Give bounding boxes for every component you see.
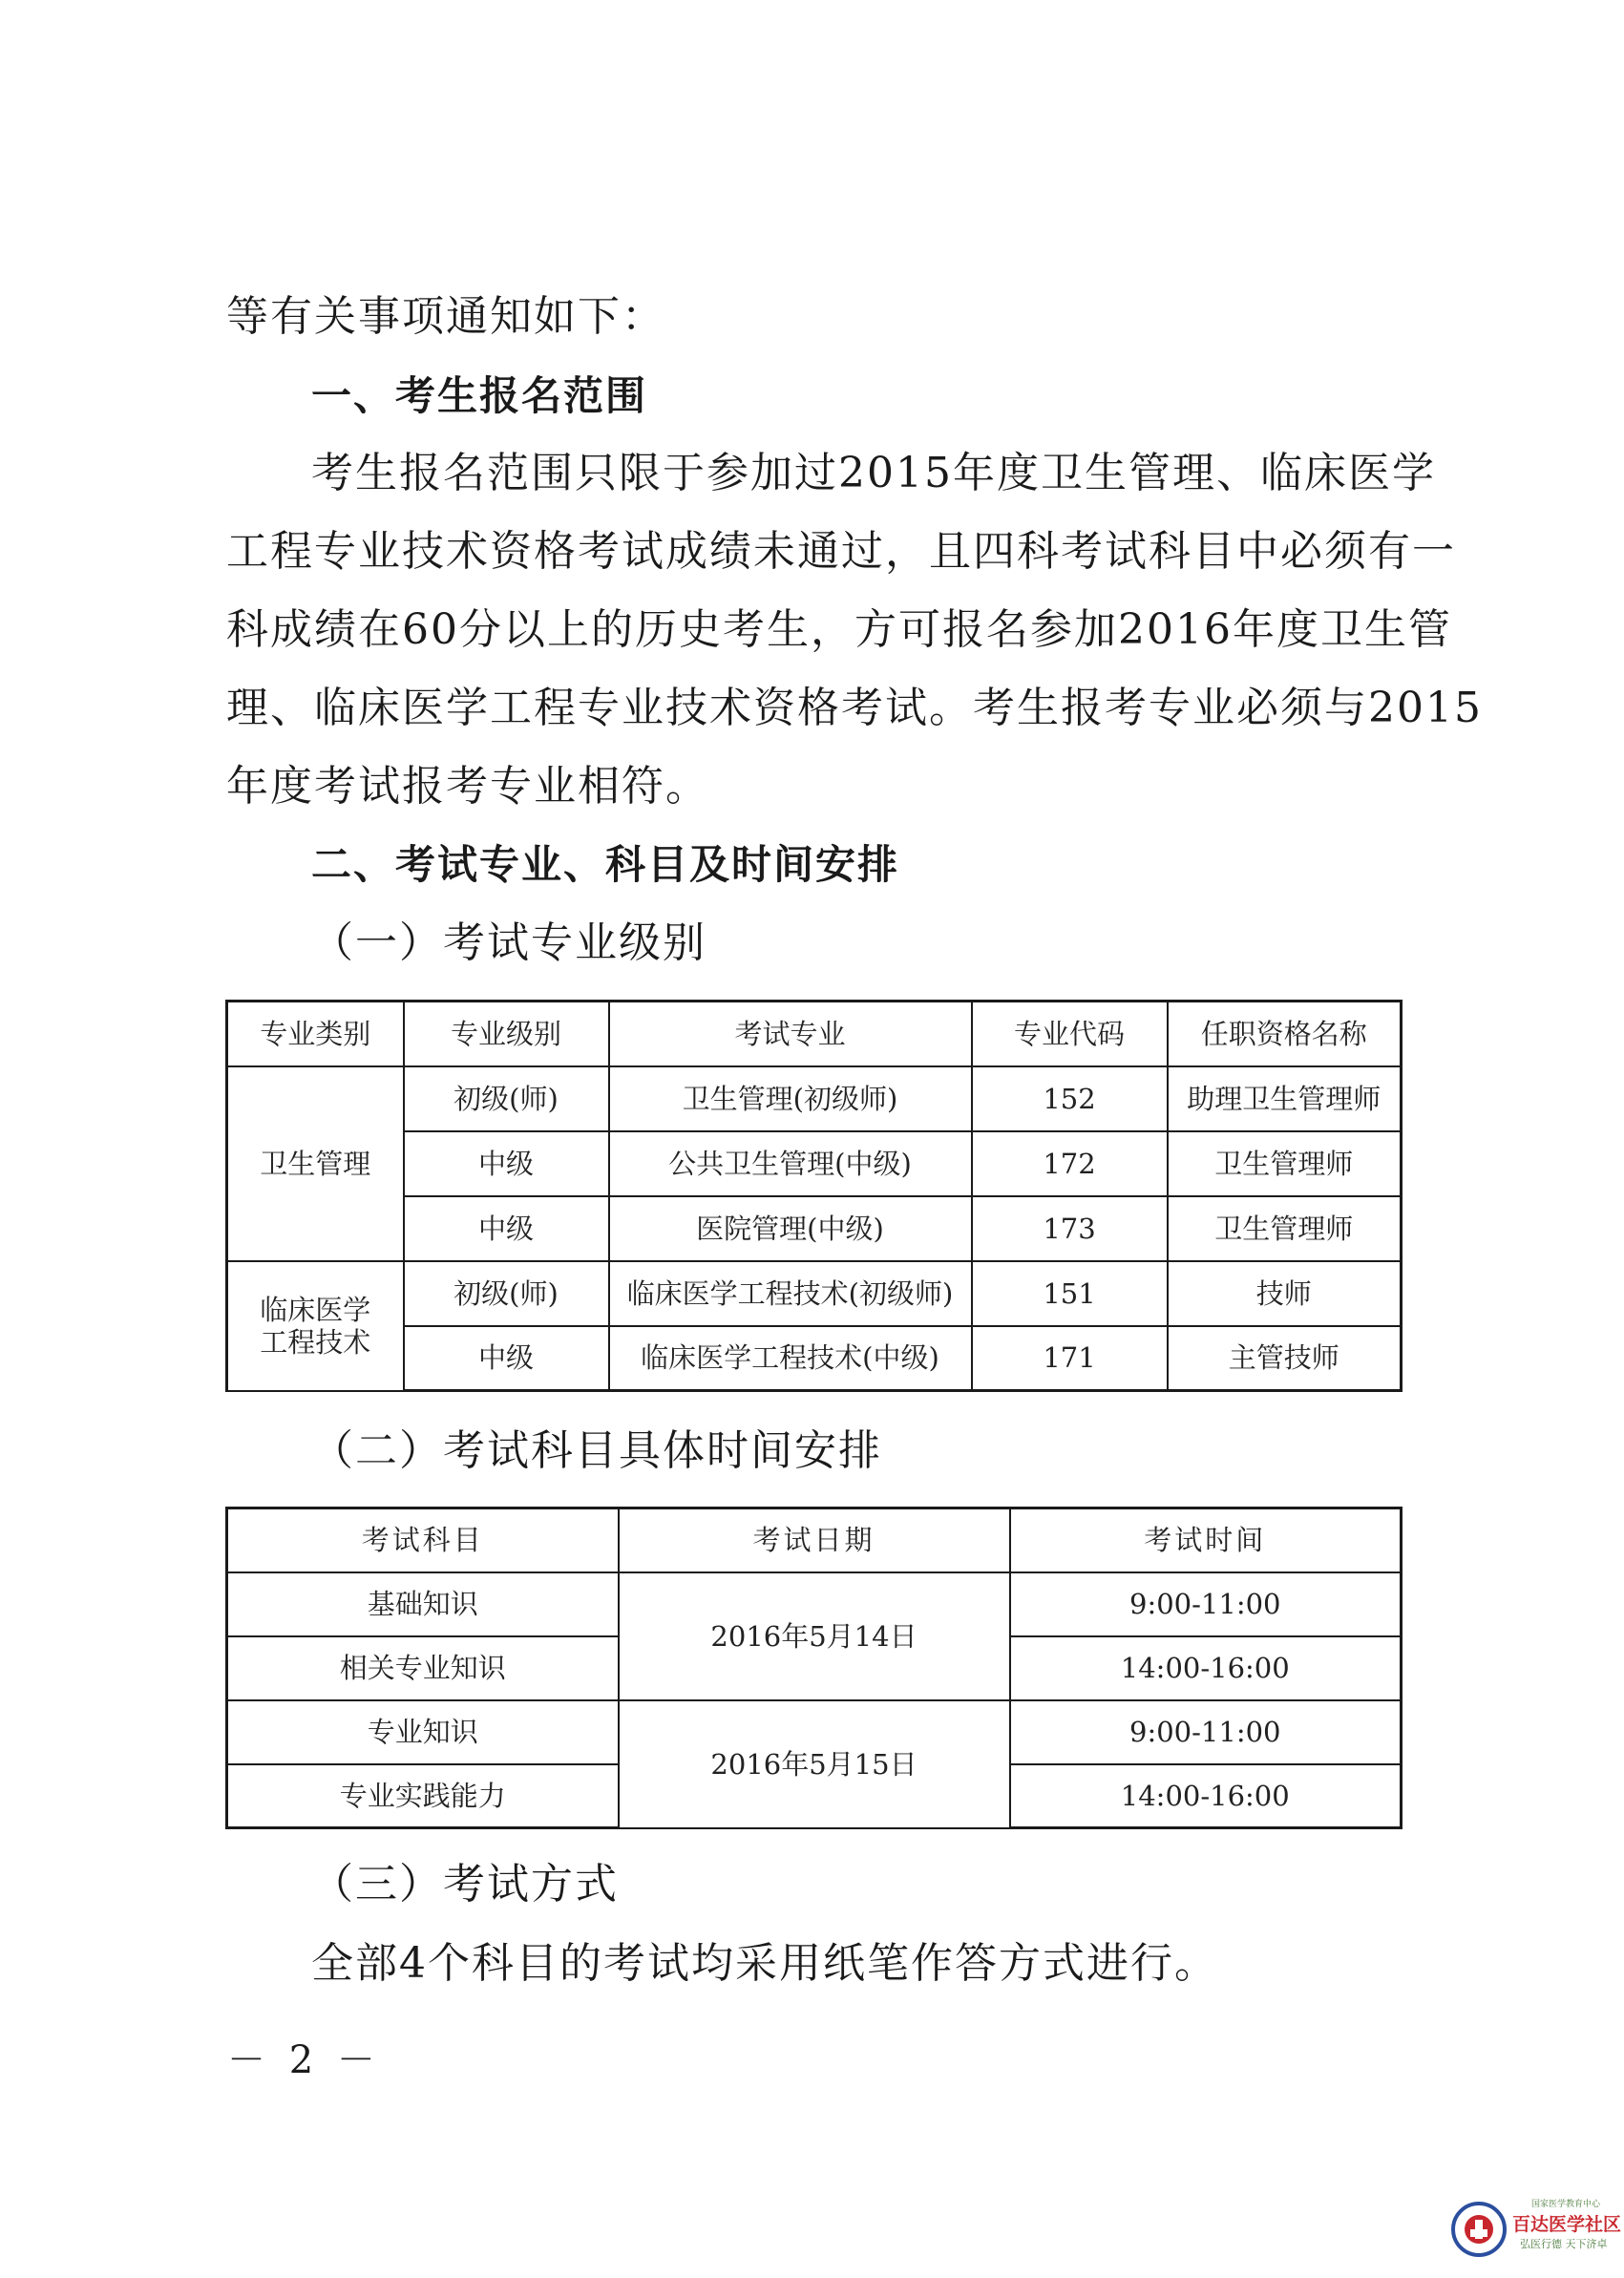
category-health-management: 卫生管理 [227, 1066, 404, 1261]
page-number: － 2 － [227, 2038, 381, 2082]
section1-paragraph-line-3: 科成绩在60分以上的历史考生，方可报名参加2016年度卫生管 [226, 605, 1452, 654]
header-time: 考试时间 [1010, 1508, 1402, 1572]
cell-subject: 专业实践能力 [227, 1764, 619, 1828]
cell-time: 14:00-16:00 [1010, 1636, 1402, 1700]
category-line-2: 工程技术 [260, 1325, 371, 1359]
cell-level: 中级 [404, 1131, 609, 1196]
table-row [227, 1066, 1402, 1131]
header-date: 考试日期 [619, 1508, 1010, 1572]
cell-specialty: 医院管理(中级) [609, 1196, 972, 1261]
cell-level: 初级(师) [404, 1066, 609, 1131]
cell-subject: 相关专业知识 [227, 1636, 619, 1700]
cell-time: 9:00-11:00 [1010, 1572, 1402, 1636]
section1-paragraph-line-4: 理、临床医学工程专业技术资格考试。考生报考专业必须与2015 [226, 684, 1483, 732]
cell-code: 172 [972, 1131, 1168, 1196]
section1-heading: 一、考生报名范围 [311, 372, 648, 419]
cell-specialty: 临床医学工程技术(初级师) [609, 1261, 972, 1326]
table-row [227, 1326, 1402, 1391]
header-category: 专业类别 [227, 1002, 404, 1066]
section2-heading: 二、考试专业、科目及时间安排 [311, 841, 900, 888]
subsection2-heading: （二）考试科目具体时间安排 [311, 1426, 882, 1475]
cell-title: 卫生管理师 [1168, 1131, 1402, 1196]
watermark-logo [1451, 2198, 1622, 2265]
cell-specialty: 卫生管理(初级师) [609, 1066, 972, 1131]
subsection1-heading: （一）考试专业级别 [311, 918, 707, 967]
cell-date: 2016年5月15日 [619, 1700, 1010, 1828]
header-level: 专业级别 [404, 1002, 609, 1066]
exam-schedule-table [225, 1507, 1403, 1829]
table-header-row [227, 1508, 1402, 1572]
cell-subject: 基础知识 [227, 1572, 619, 1636]
cell-level: 初级(师) [404, 1261, 609, 1326]
section1-paragraph-line-1: 考生报名范围只限于参加过2015年度卫生管理、临床医学 [311, 449, 1436, 497]
exam-specialty-table [225, 1000, 1403, 1392]
cell-code: 173 [972, 1196, 1168, 1261]
cell-level: 中级 [404, 1196, 609, 1261]
section1-paragraph-line-5: 年度考试报考专业相符。 [226, 762, 709, 811]
cell-title: 卫生管理师 [1168, 1196, 1402, 1261]
table-row [227, 1572, 1402, 1636]
cell-date: 2016年5月14日 [619, 1572, 1010, 1700]
header-subject: 考试科目 [227, 1508, 619, 1572]
watermark-small-text: 国家医学教育中心 [1531, 2200, 1601, 2209]
subsection3-text: 全部4个科目的考试均采用纸笔作答方式进行。 [311, 1939, 1218, 1988]
cell-level: 中级 [404, 1326, 609, 1391]
table-row [227, 1261, 1402, 1326]
cell-time: 14:00-16:00 [1010, 1764, 1402, 1828]
cell-title: 主管技师 [1168, 1326, 1402, 1391]
header-specialty: 考试专业 [609, 1002, 972, 1066]
table-row [227, 1131, 1402, 1196]
cell-title: 技师 [1168, 1261, 1402, 1326]
subsection3-heading: （三）考试方式 [311, 1860, 619, 1909]
header-code: 专业代码 [972, 1002, 1168, 1066]
table-row [227, 1700, 1402, 1764]
cell-code: 171 [972, 1326, 1168, 1391]
section1-paragraph-line-2: 工程专业技术资格考试成绩未通过，且四科考试科目中必须有一 [226, 527, 1456, 576]
watermark-main-text: 百达医学社区 [1512, 2214, 1622, 2235]
watermark-sub-text: 弘医行德 天下济卓 [1520, 2238, 1608, 2250]
cell-title: 助理卫生管理师 [1168, 1066, 1402, 1131]
medical-cross-icon [1451, 2202, 1507, 2257]
cell-specialty: 公共卫生管理(中级) [609, 1131, 972, 1196]
cell-subject: 专业知识 [227, 1700, 619, 1764]
header-title: 任职资格名称 [1168, 1002, 1402, 1066]
cell-code: 151 [972, 1261, 1168, 1326]
category-clinical-engineering [227, 1261, 404, 1391]
cell-time: 9:00-11:00 [1010, 1700, 1402, 1764]
cell-specialty: 临床医学工程技术(中级) [609, 1326, 972, 1391]
category-line-1: 临床医学 [260, 1293, 371, 1326]
table-row [227, 1196, 1402, 1261]
cell-code: 152 [972, 1066, 1168, 1131]
intro-line: 等有关事项通知如下： [226, 292, 665, 341]
table-header-row [227, 1002, 1402, 1066]
